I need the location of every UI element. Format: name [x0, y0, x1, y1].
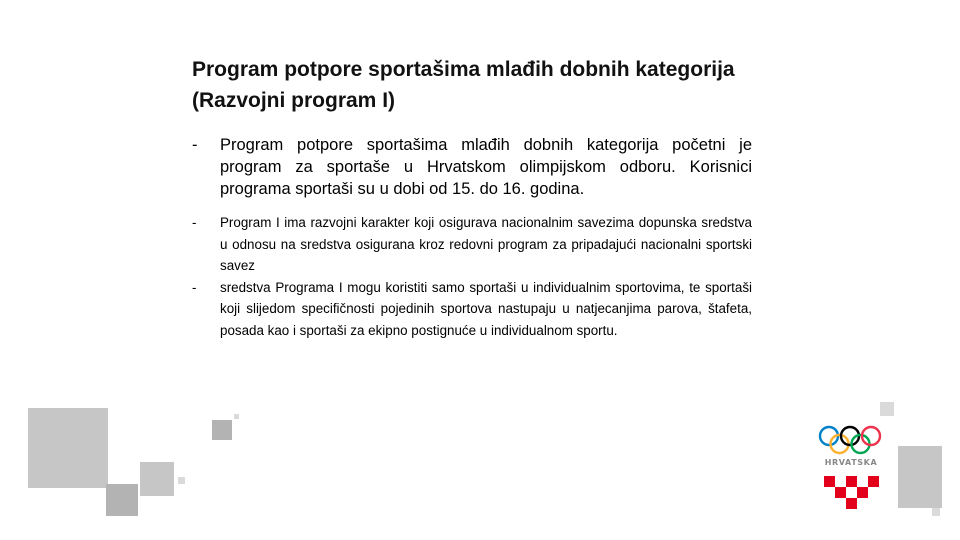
bullet-item	[192, 134, 752, 200]
slide-title: Program potpore sportašima mlađih dobnih kategorija (Razvojni program I)	[192, 58, 735, 112]
bullet-text: Program I ima razvojni karakter koji osigurava nacionalnim savezima dopunska sredstva u odnosu na sredstva osigurana kroz redovni program za pripadajući nacionalni sportski savez	[220, 215, 752, 273]
decor-square	[28, 408, 108, 488]
bullet-marker: -	[192, 279, 197, 295]
olympic-rings-icon	[814, 424, 888, 456]
bullet-item	[192, 277, 752, 342]
decor-square	[140, 462, 174, 496]
bullet-marker: -	[192, 215, 197, 230]
decor-square	[932, 508, 940, 516]
decor-square	[212, 420, 232, 440]
bullet-item	[192, 212, 752, 277]
bullet-marker: -	[192, 136, 198, 154]
decor-square	[178, 477, 185, 484]
bullet-text: sredstva Programa I mogu koristiti samo sportaši u individualnim sportovima, te sportaši koji slijedom specifičnosti pojedinih sportova nastupaju u natjecanjima parova, štafeta, posada kao i sportaši za ekipno postignuće u individualnom sportu.	[220, 279, 752, 338]
olympic-committee-logo	[814, 424, 888, 516]
decor-square	[234, 414, 239, 419]
decor-square	[880, 402, 894, 416]
bullet-list	[192, 134, 752, 341]
logo-wordmark: HRVATSKA	[824, 458, 878, 467]
decor-square	[106, 484, 138, 516]
decor-square	[898, 446, 942, 508]
bullet-text: Program potpore sportašima mlađih dobnih kategorija početni je program za sportaše u Hrvatskom olimpijskom odboru. Korisnici programa sportaši su u dobi od 15. do 16. godina.	[220, 136, 752, 198]
